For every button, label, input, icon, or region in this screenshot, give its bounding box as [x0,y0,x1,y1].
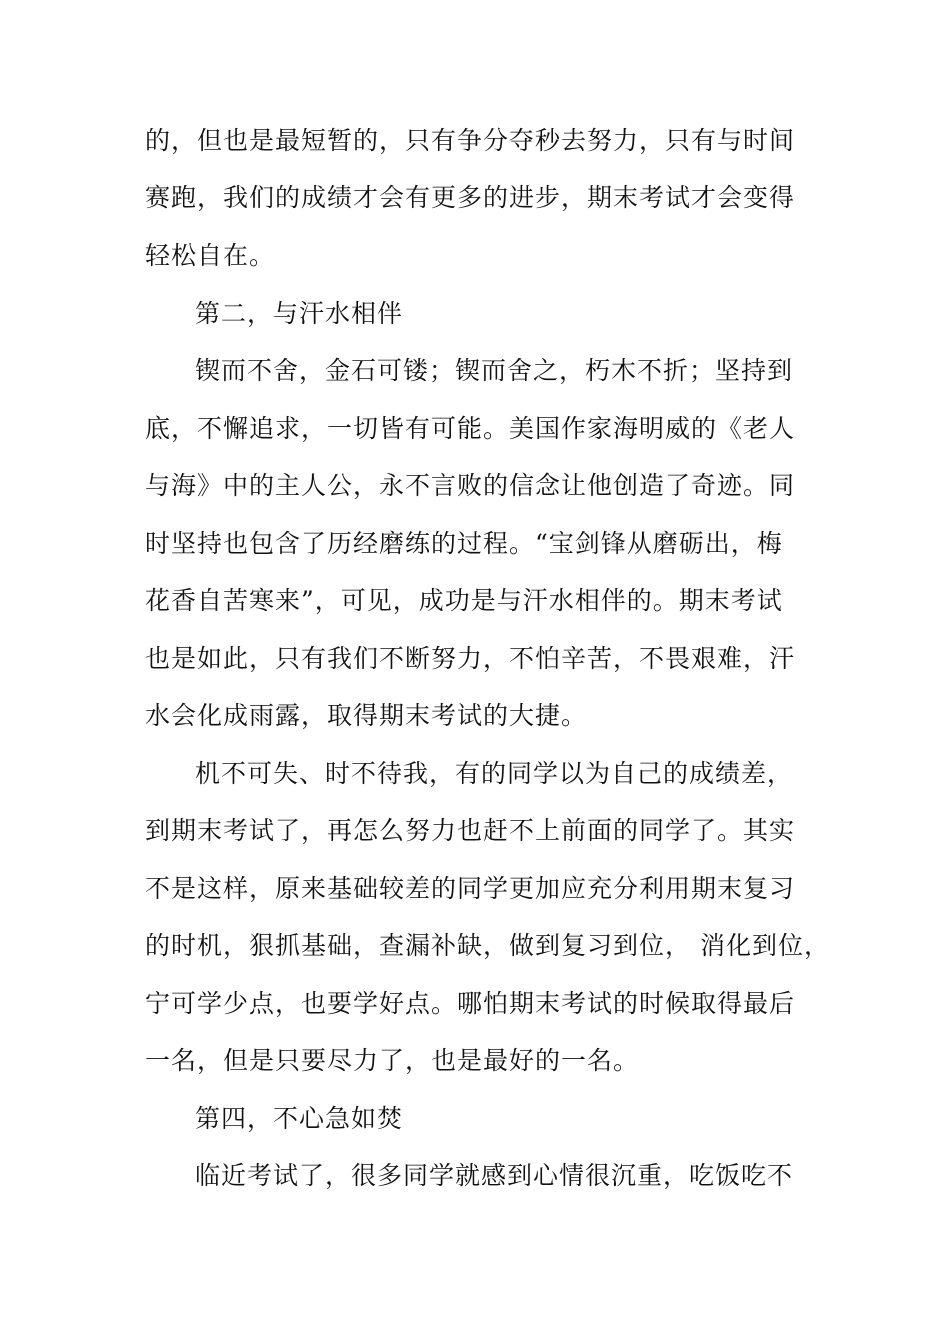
text-line: 机不可失、时不待我，有的同学以为自己的成绩差， [195,759,794,788]
text-line: 赛跑，我们的成绩才会有更多的进步，期末考试才会变得 [145,183,796,212]
text-line: 临近考试了，很多同学就感到心情很沉重，吃饭吃不 [195,1161,794,1190]
text-line: 不是这样，原来基础较差的同学更加应充分利用期末复习 [145,874,796,903]
text-line: 轻松自在。 [145,241,276,270]
text-line: 底，不懈追求，一切皆有可能。美国作家海明威的《老人 [145,414,796,443]
text-line: 宁可学少点，也要学好点。哪怕期末考试的时候取得最后 [145,989,796,1018]
section-heading: 第二，与汗水相伴 [195,299,404,328]
text-line: 花香自苦寒来”，可见，成功是与汗水相伴的。期末考试 [145,586,783,615]
text-line: 时坚持也包含了历经磨练的过程。“宝剑锋从磨砺出，梅 [145,529,783,558]
text-line: 也是如此，只有我们不断努力，不怕辛苦，不畏艰难，汗 [145,644,796,673]
text-line: 到期末考试了，再怎么努力也赶不上前面的同学了。其实 [145,816,796,845]
text-line: 水会化成雨露，取得期末考试的大捷。 [145,701,588,730]
text-line: 锲而不舍，金石可镂；锲而舍之，朽木不折；坚持到 [195,356,794,385]
text-line: 与海》中的主人公，永不言败的信念让他创造了奇迹。同 [145,471,796,500]
text-line: 一名，但是只要尽力了，也是最好的一名。 [145,1046,640,1075]
text-line: 的，但也是最短暂的，只有争分夺秒去努力，只有与时间 [145,126,796,155]
text-line: 的时机，狠抓基础，查漏补缺，做到复习到位， 消化到位， [145,931,830,960]
section-heading: 第四，不心急如焚 [195,1104,404,1133]
